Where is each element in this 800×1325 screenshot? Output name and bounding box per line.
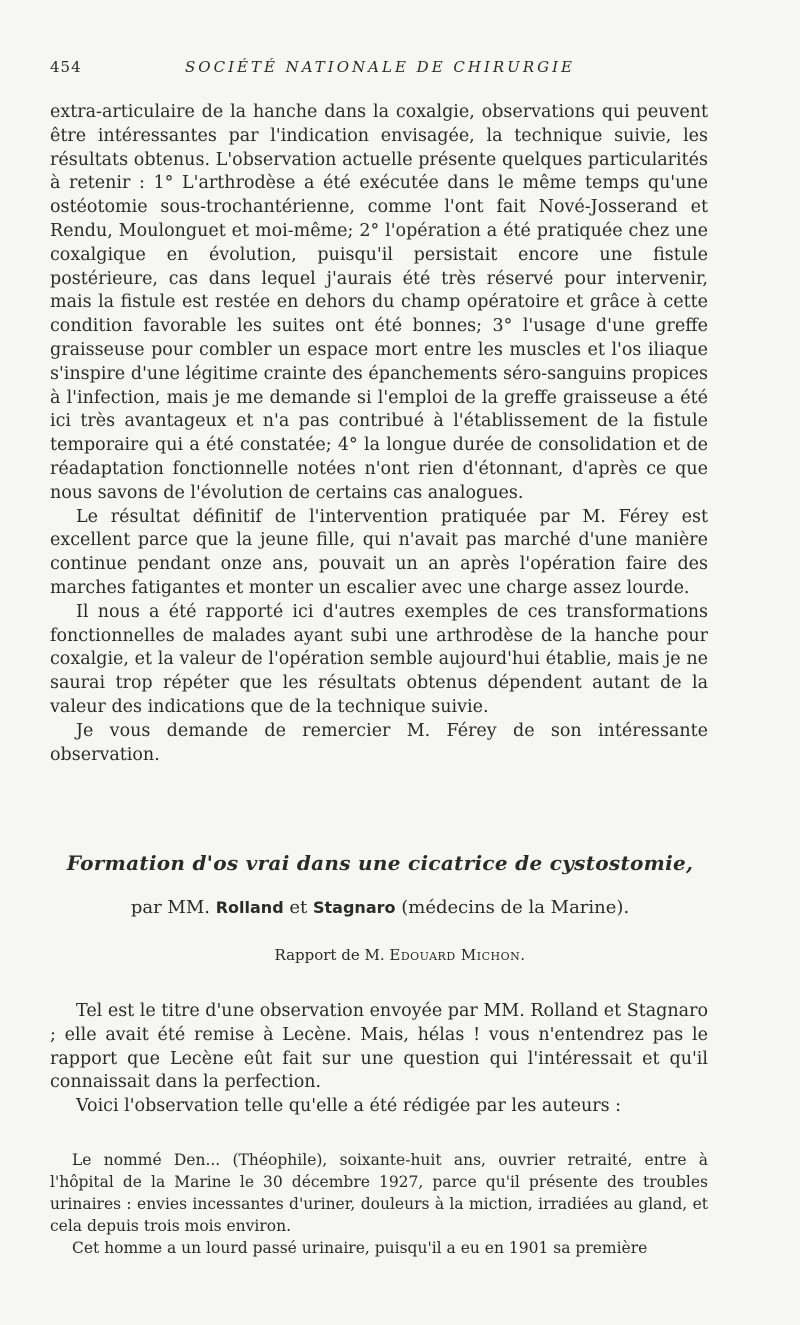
paragraph: Le résultat définitif de l'intervention pratiquée par M. Férey est excellent parce que la jeune fille, qui n'avait pas marché d'une manière continue pendant onze ans, pouvait un an après l'opération faire des marches fatigantes et monter un escalier avec une charge assez lourde. — [50, 506, 708, 598]
authors-line — [50, 897, 710, 918]
running-head — [50, 58, 710, 84]
paragraph: Cet homme a un lourd passé urinaire, puisqu'il a eu en 1901 sa première — [72, 1239, 648, 1257]
paragraph: Je vous demande de remercier M. Férey de son intéressante observation. — [50, 720, 708, 765]
report-prefix: Rapport de M. — [274, 946, 385, 964]
authors-conjunction: et — [289, 897, 308, 918]
journal-title: SOCIÉTÉ NATIONALE DE CHIRURGIE — [185, 58, 575, 76]
paragraph: Voici l'observation telle qu'elle a été rédigée par les auteurs : — [76, 1096, 622, 1117]
report-conclusion-text — [50, 101, 708, 767]
paragraph: Tel est le titre d'une observation envoyée par MM. Rolland et Stagnaro ; elle avait été remise à Lecène. Mais, hélas ! vous n'entendrez pas le rapport que Lecène eût fait sur une question qui l'intéressait et qu'il connaissait dans la perfection. — [50, 1001, 708, 1093]
author-name: Rolland — [215, 898, 284, 917]
paragraph: Il nous a été rapporté ici d'autres exemples de ces transformations fonctionnelles de malades ayant subi une arthrodèse de la hanche pour coxalgie, et la valeur de l'opération semble aujourd'hui établie, mais je ne saurai trop répéter que les résultats obtenus dépendent autant de la valeur des indications que de la technique suivie. — [50, 601, 708, 717]
authors-prefix: par MM. — [130, 897, 210, 918]
paragraph: Le nommé Den... (Théophile), soixante-huit ans, ouvrier retraité, entre à l'hôpital de la Marine le 30 décembre 1927, parce qu'il présente des troubles urinaires : envies incessantes d'uriner, douleurs à la miction, irradiées au gland, et cela depuis trois mois environ. — [50, 1151, 708, 1235]
author-name: Stagnaro — [313, 898, 396, 917]
observation-text — [50, 1149, 708, 1259]
report-byline — [50, 946, 710, 964]
paragraph: extra-articulaire de la hanche dans la coxalgie, observations qui peuvent être intéressantes par l'indication envisagée, la technique suivie, les résultats obtenus. L'observation actuelle présente quelques particularités à retenir : 1° L'arthrodèse a été exécutée dans le même temps qu'une ostéotomie sous-trochantérienne, comme l'ont fait Nové-Josserand et Rendu, Moulonguet et moi-même; 2° l'opération a été pratiquée chez une coxalgique en évolution, puisqu'il persistait encore une fistule postérieure, cas dans lequel j'aurais été très réservé pour intervenir, mais la fistule est restée en dehors du champ opératoire et grâce à cette condition favorable les suites ont été bonnes; 3° l'usage d'une greffe graisseuse pour combler un espace mort entre les muscles et l'os iliaque s'inspire d'une légitime crainte des épanchements séro-sanguins propices à l'infection, mais je me demande si l'emploi de la greffe graisseuse a été ici très avantageux et n'a pas contribué à l'établissement de la fistule temporaire qui a été constatée; 4° la longue durée de consolidation et de réadaptation fonctionnelle notées n'ont rien d'étonnant, d'après ce que nous savons de l'évolution de certains cas analogues. — [50, 102, 708, 503]
reporter-name: Edouard Michon. — [389, 946, 526, 964]
report-intro-text — [50, 1000, 708, 1119]
author-affiliation: (médecins de la Marine). — [401, 897, 630, 918]
page-number: 454 — [50, 58, 82, 76]
article-title: Formation d'os vrai dans une cicatrice de cystostomie, — [66, 851, 694, 875]
